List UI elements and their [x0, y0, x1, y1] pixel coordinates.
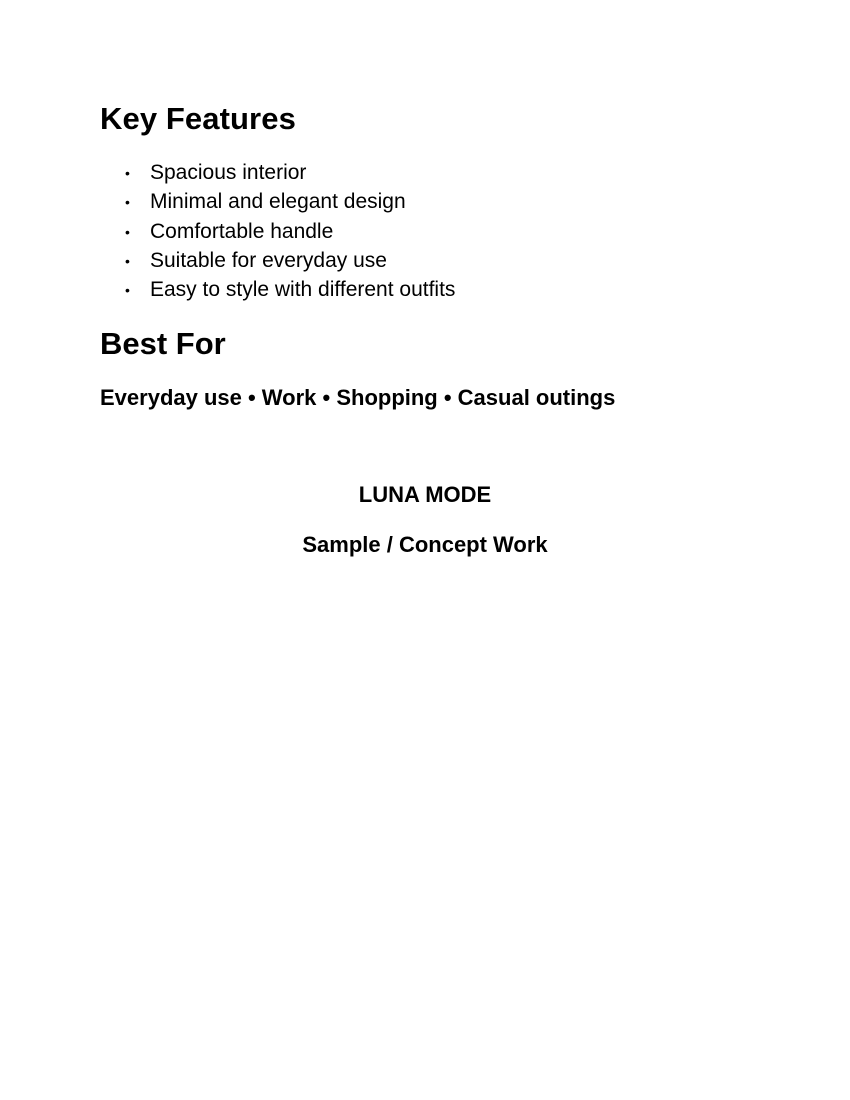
bullet-icon: •	[125, 223, 130, 240]
feature-text: Spacious interior	[150, 161, 307, 184]
list-item	[100, 246, 455, 275]
feature-text: Easy to style with different outfits	[150, 278, 456, 302]
bullet-icon: •	[125, 282, 130, 299]
list-item	[100, 217, 455, 246]
brand-name: LUNA MODE	[358, 482, 492, 507]
list-item	[100, 187, 455, 216]
feature-text: Minimal and elegant design	[150, 190, 406, 214]
best-for-uses: Everyday use • Work • Shopping • Casual outings	[100, 385, 616, 410]
key-features-list	[100, 158, 455, 304]
best-for-heading: Best For	[100, 326, 226, 361]
key-features-heading: Key Features	[100, 101, 296, 136]
list-item	[100, 275, 455, 304]
list-item	[100, 158, 455, 187]
bullet-icon: •	[125, 194, 130, 211]
bullet-icon: •	[125, 252, 130, 269]
bullet-icon: •	[125, 165, 130, 181]
sample-concept-label: Sample / Concept Work	[302, 532, 548, 557]
feature-text: Suitable for everyday use	[150, 248, 387, 272]
feature-text: Comfortable handle	[150, 219, 334, 243]
